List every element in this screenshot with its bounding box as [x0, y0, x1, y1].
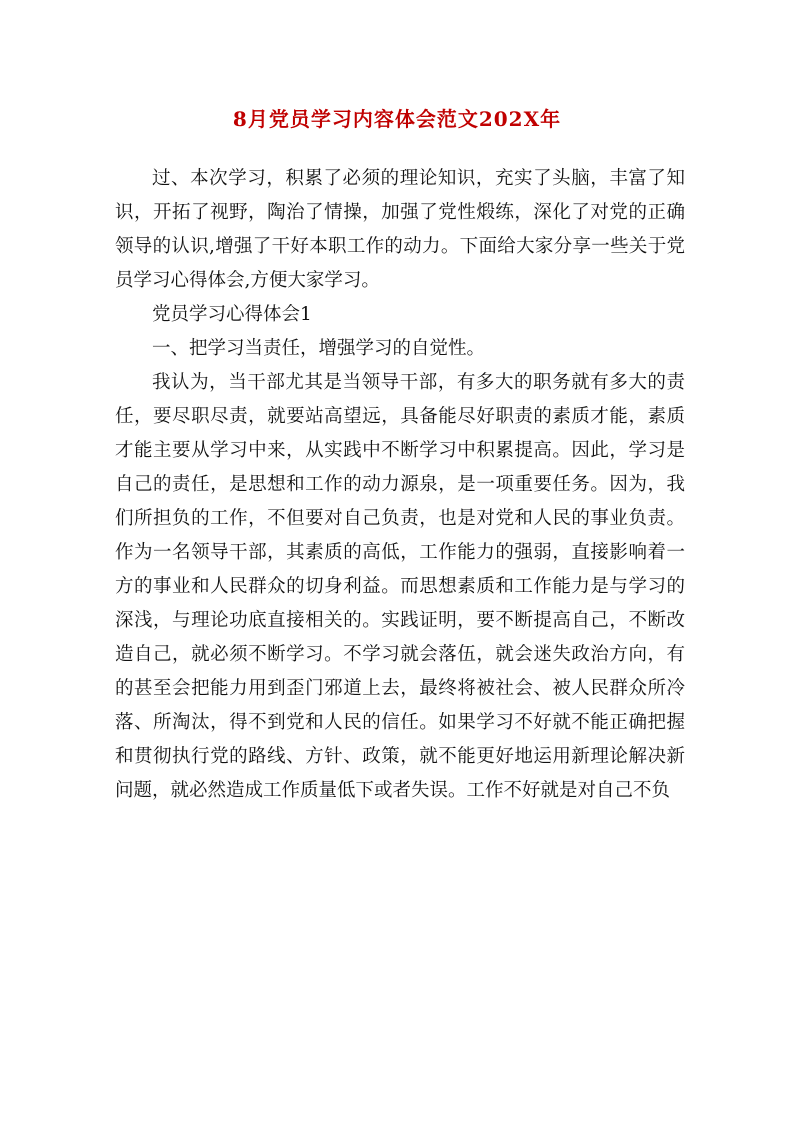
subsection-heading: 一、把学习当责任，增强学习的自觉性。	[152, 338, 486, 359]
intro-paragraph: 过、本次学习，积累了必须的理论知识，充实了头脑，丰富了知识，开拓了视野，陶治了情操，加强了党性煅练，深化了对党的正确领导的认识,增强了干好本职工作的动力。下面给大家分享一些关于党员学习心得体会,方便大家学习。	[115, 168, 685, 291]
document-body	[115, 162, 685, 808]
document-title: 8月党员学习内容体会范文202X年	[232, 107, 562, 131]
section-heading: 党员学习心得体会1	[152, 304, 312, 325]
body-paragraph: 我认为，当干部尤其是当领导干部，有多大的职务就有多大的责任，要尽职尽责，就要站高望远，具备能尽好职责的素质才能，素质才能主要从学习中来，从实践中不断学习中积累提高。因此，学习是自己的责任，是思想和工作的动力源泉，是一项重要任务。因为，我们所担负的工作，不但要对自己负责，也是对党和人民的事业负责。作为一名领导干部，其素质的高低，工作能力的强弱，直接影响着一方的事业和人民群众的切身利益。而思想素质和工作能力是与学习的深浅，与理论功底直接相关的。实践证明，要不断提高自己，不断改造自己，就必须不断学习。不学习就会落伍，就会迷失政治方向，有的甚至会把能力用到歪门邪道上去，最终将被社会、被人民群众所冷落、所淘汰，得不到党和人民的信任。如果学习不好就不能正确把握和贯彻执行党的路线、方针、政策，就不能更好地运用新理论解决新问题，就必然造成工作质量低下或者失误。工作不好就是对自己不负	[115, 372, 685, 801]
